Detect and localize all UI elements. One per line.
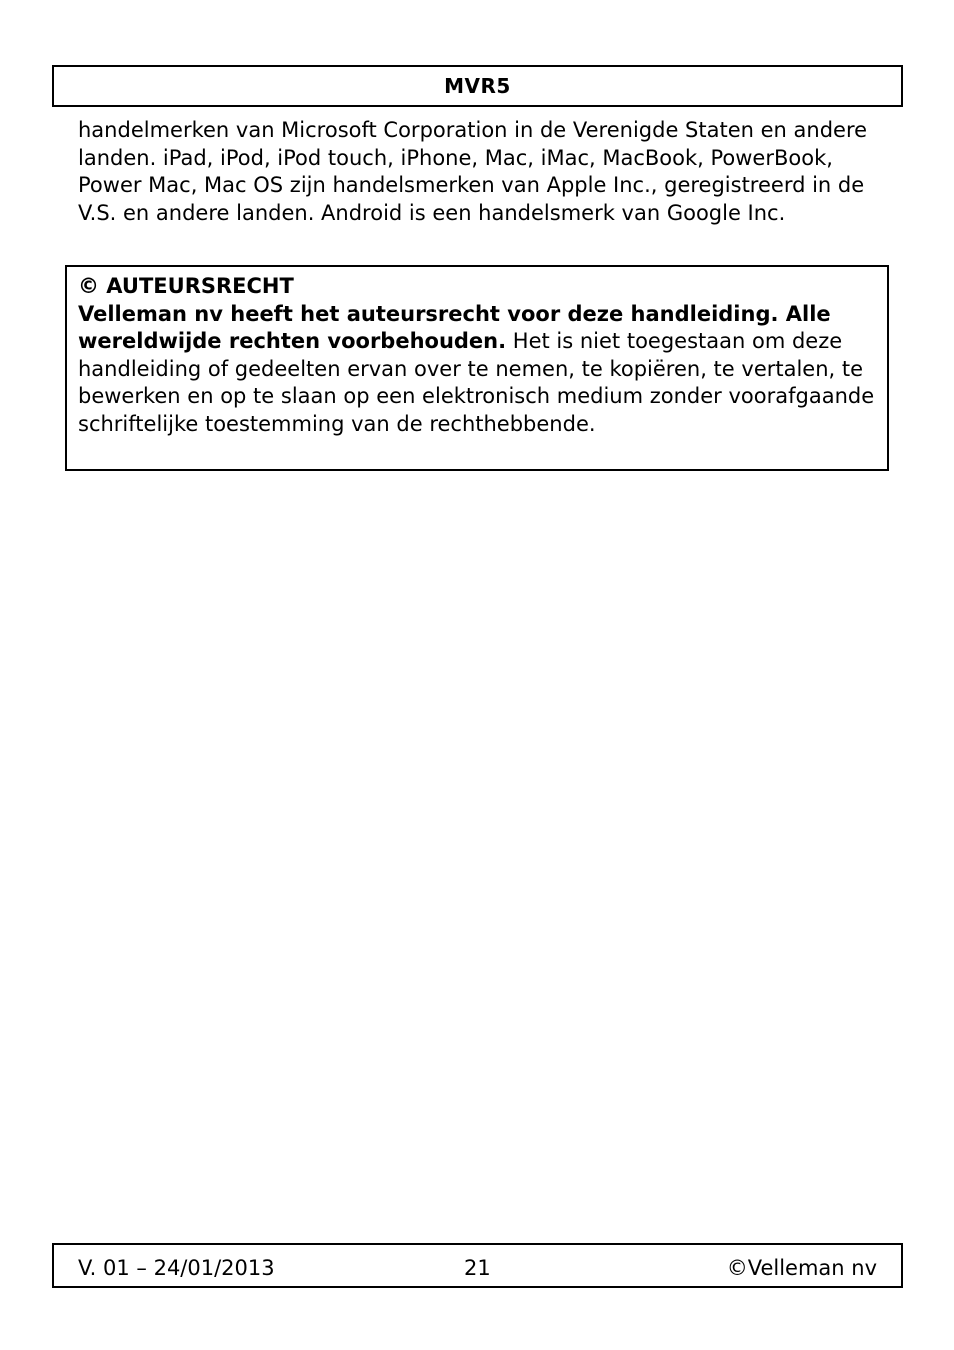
page-footer — [52, 1243, 903, 1288]
page-header — [52, 65, 903, 107]
copyright-box — [65, 265, 889, 471]
copyright-heading: © AUTEURSRECHT — [78, 274, 294, 298]
footer-version: V. 01 – 24/01/2013 — [78, 1256, 275, 1280]
footer-page-number: 21 — [464, 1256, 491, 1280]
copyright-paragraph — [78, 273, 878, 438]
copyright-body-text: Het is niet toegestaan om deze handleiding of gedeelten ervan over te nemen, te kopiëren, te vertalen, te bewerken en op te slaan op een elektronisch medium zonder voorafgaande schriftelijke toestemming van de rechthebbende. — [78, 329, 875, 436]
trademark-paragraph: handelmerken van Microsoft Corporation in de Verenigde Staten en andere landen. iPad, iPod, iPod touch, iPhone, Mac, iMac, MacBook, PowerBook, Power Mac, Mac OS zijn handelsmerken van Apple Inc., geregistreerd in de V.S. en andere landen. Android is een handelsmerk van Google Inc. — [78, 118, 868, 225]
model-title: MVR5 — [444, 74, 511, 98]
footer-copyright: ©Velleman nv — [726, 1256, 877, 1280]
copyright-bold-text: Velleman nv heeft het auteursrecht voor deze handleiding. Alle wereldwijde rechten voorbehouden. — [78, 301, 831, 353]
